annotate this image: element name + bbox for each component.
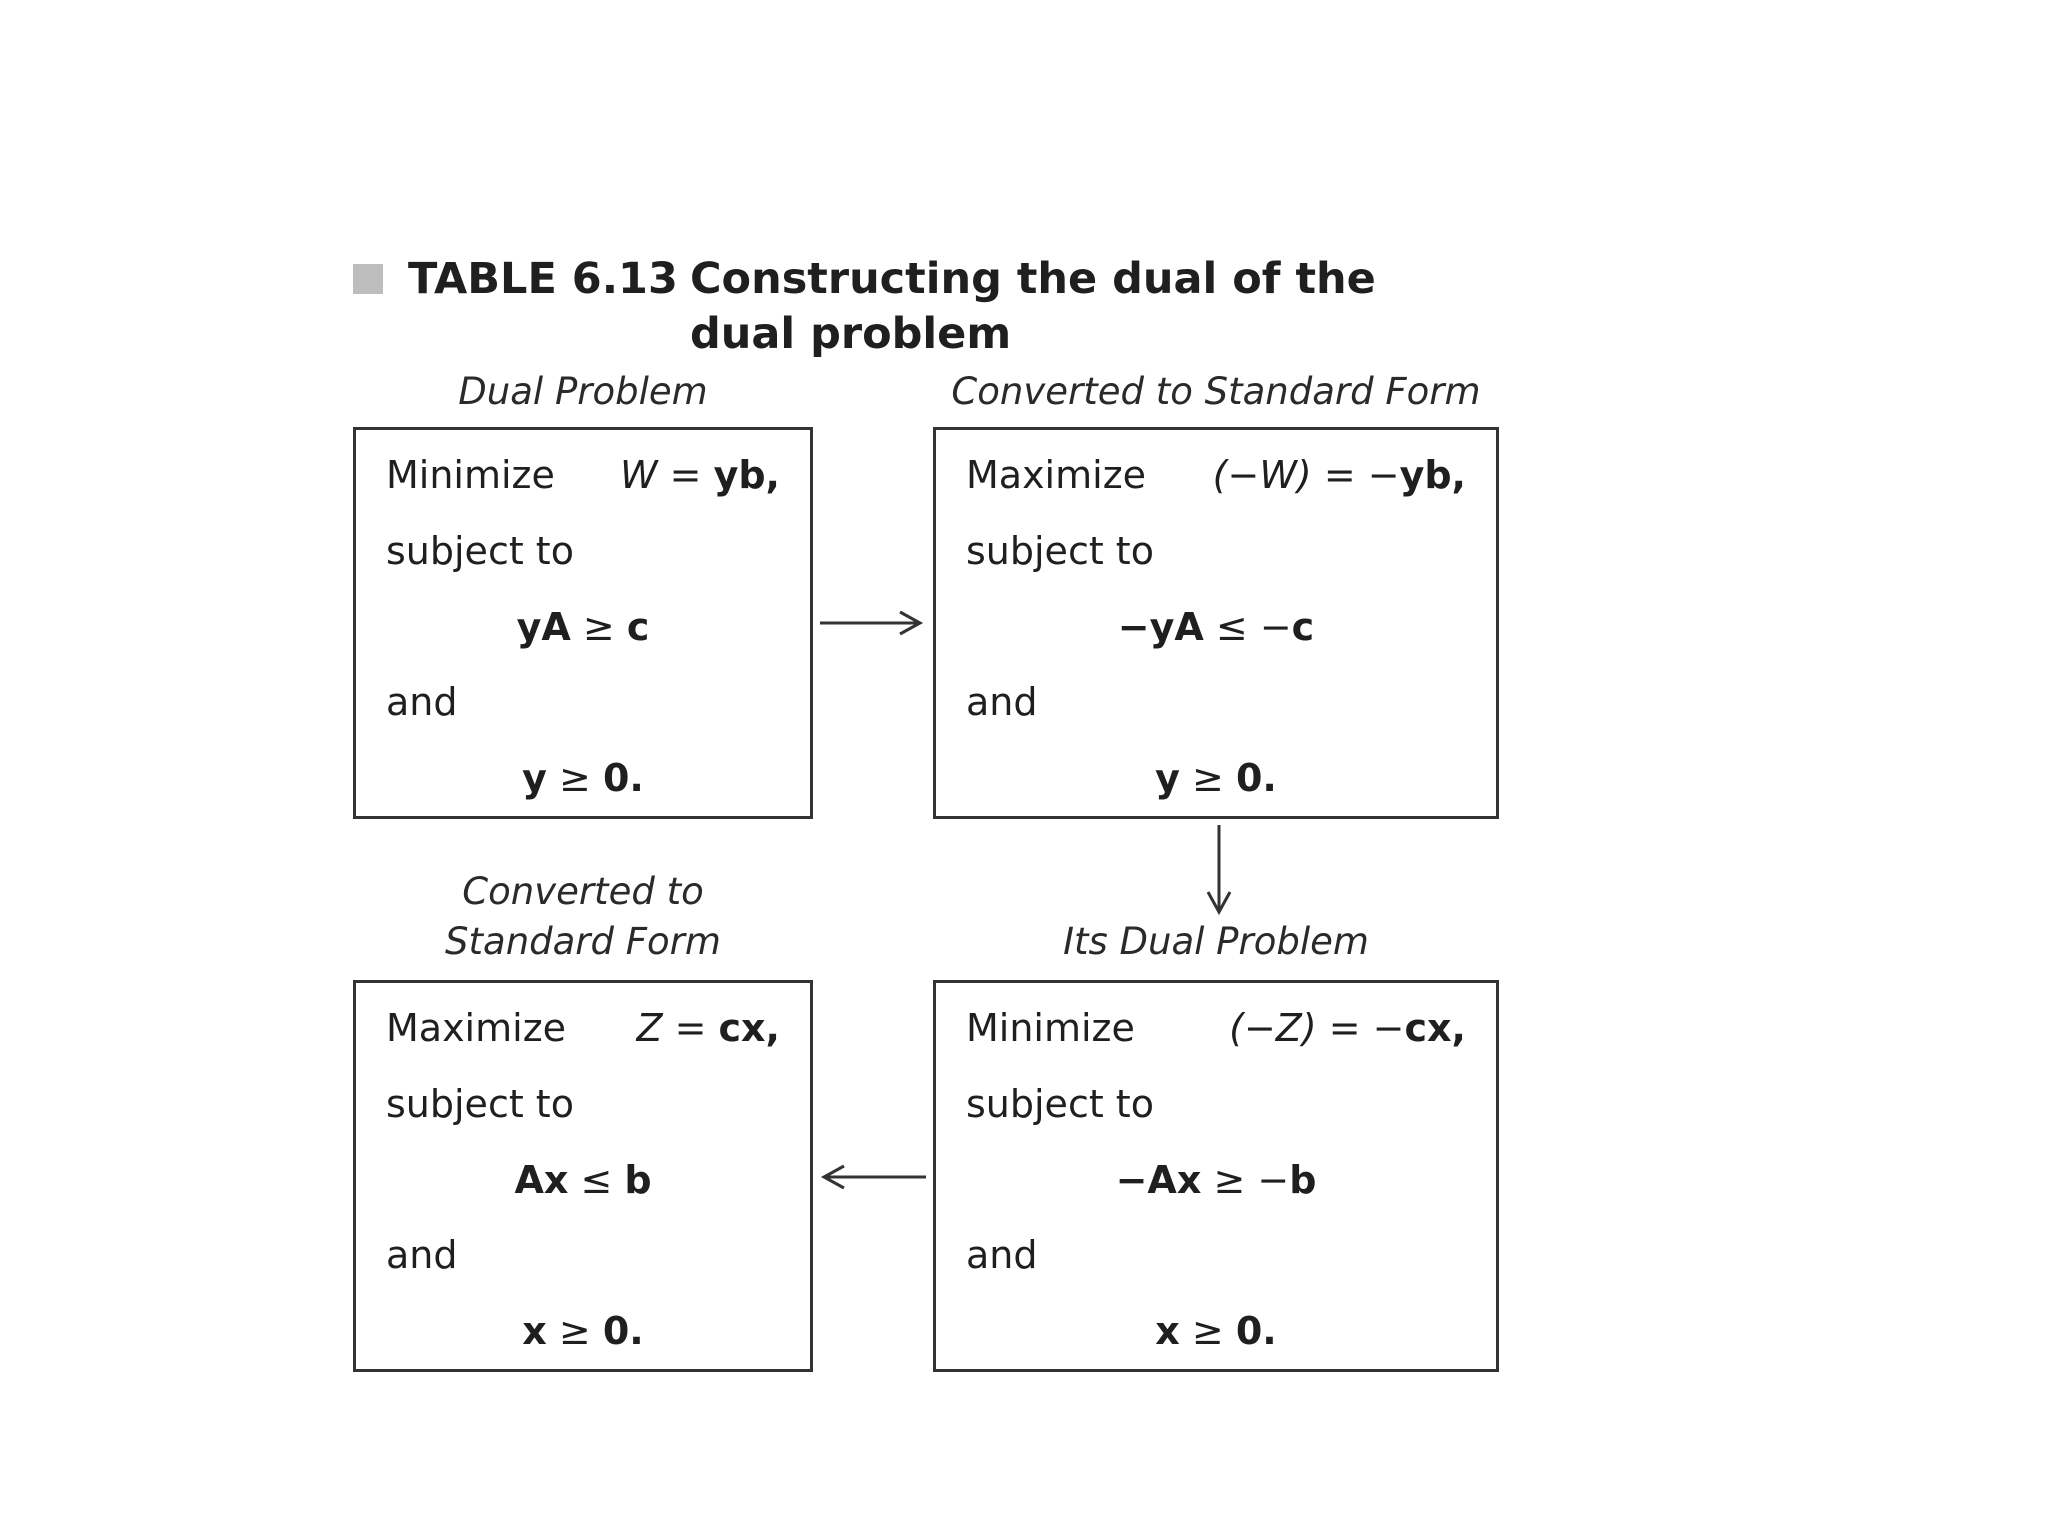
table-number: TABLE 6.13 <box>408 254 678 304</box>
objective-expression: (−W) = −yb, <box>1212 453 1466 497</box>
heading-its-dual-problem: Its Dual Problem <box>1063 920 1369 963</box>
heading-converted-standard-form: Converted to Standard Form <box>951 370 1481 413</box>
objective-verb: Minimize <box>386 453 555 497</box>
table-title-line2: dual problem <box>690 309 1012 359</box>
subject-to-label: subject to <box>386 529 574 573</box>
heading-dual-problem: Dual Problem <box>458 370 708 413</box>
and-label: and <box>386 1233 458 1277</box>
constraint-expression: yA ≥ c <box>516 605 650 649</box>
nonnegativity-expression: x ≥ 0. <box>522 1309 644 1353</box>
objective-verb: Maximize <box>966 453 1147 497</box>
heading-standard-form: Standard Form <box>445 920 721 963</box>
subject-to-label: subject to <box>966 1082 1154 1126</box>
and-label: and <box>966 680 1038 724</box>
nonnegativity-expression: y ≥ 0. <box>522 756 644 800</box>
subject-to-label: subject to <box>386 1082 574 1126</box>
nonnegativity-expression: y ≥ 0. <box>1155 756 1277 800</box>
nonnegativity-expression: x ≥ 0. <box>1155 1309 1277 1353</box>
objective-verb: Maximize <box>386 1006 567 1050</box>
arrow-left-icon <box>824 1166 926 1188</box>
objective-expression: Z = cx, <box>636 1006 780 1050</box>
arrow-down-icon <box>1208 825 1230 912</box>
objective-expression: W = yb, <box>620 453 780 497</box>
constraint-expression: −Ax ≥ −b <box>1115 1158 1317 1202</box>
and-label: and <box>966 1233 1038 1277</box>
constraint-expression: Ax ≤ b <box>514 1158 652 1202</box>
arrow-right-icon <box>820 612 920 634</box>
objective-verb: Minimize <box>966 1006 1135 1050</box>
constraint-expression: −yA ≤ −c <box>1117 605 1315 649</box>
table-title-line1: Constructing the dual of the <box>690 254 1376 304</box>
and-label: and <box>386 680 458 724</box>
objective-expression: (−Z) = −cx, <box>1229 1006 1466 1050</box>
heading-converted-to: Converted to <box>462 870 704 913</box>
subject-to-label: subject to <box>966 529 1154 573</box>
